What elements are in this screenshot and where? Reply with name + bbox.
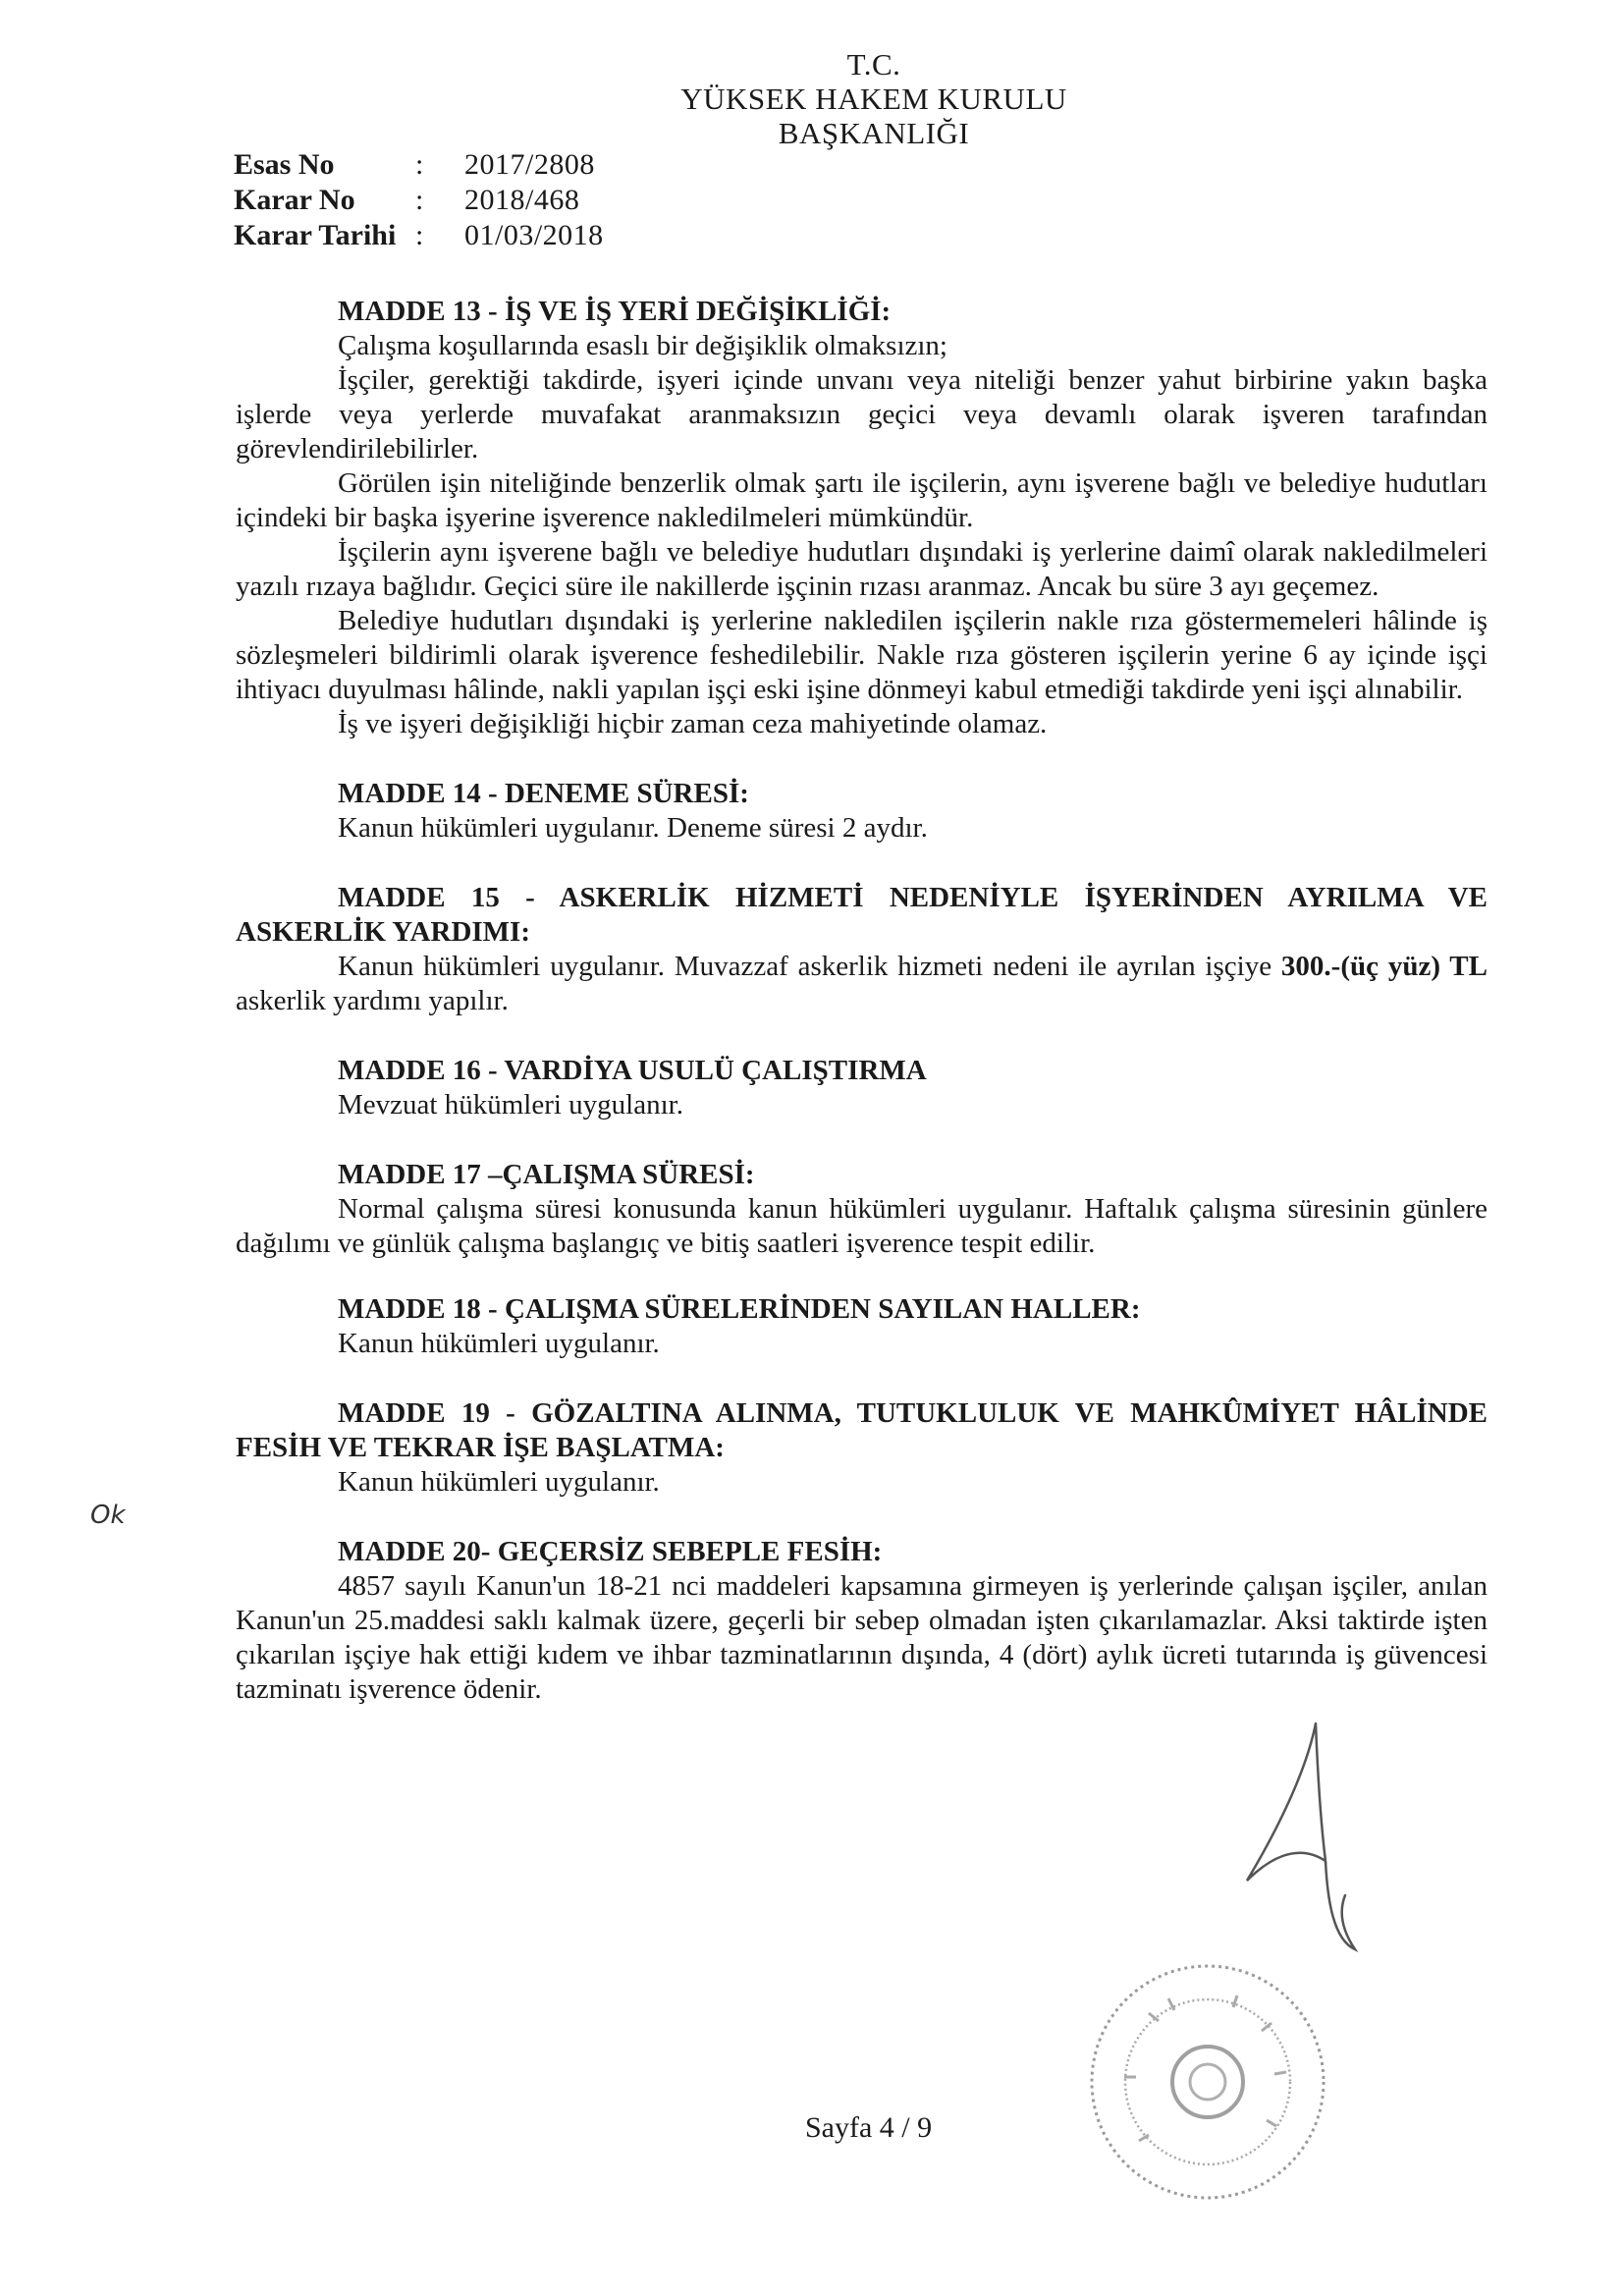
article-18-paragraph: Kanun hükümleri uygulanır.	[338, 1328, 660, 1359]
case-number-row	[234, 147, 604, 183]
case-number-label: Esas No	[234, 148, 335, 181]
article-17-title: MADDE 17 –ÇALIŞMA SÜRESİ:	[338, 1159, 755, 1190]
article-13-paragraph: Çalışma koşullarında esaslı bir değişiklik olmaksızın;	[338, 330, 947, 361]
meta-colon: :	[415, 184, 424, 216]
decision-number-label: Karar No	[234, 184, 355, 216]
signature-mark	[1208, 1714, 1375, 1969]
case-metadata	[234, 147, 604, 253]
article-13-paragraph: Görülen işin niteliğinde benzerlik olmak şartı ile işçilerin, aynı işverene bağlı ve belediye hudutları içindeki bir başka işyerine işverence nakledilmeleri mümkündür.	[236, 467, 1488, 533]
header-institution: YÜKSEK HAKEM KURULU	[680, 82, 1067, 116]
article-15	[236, 881, 1488, 1018]
meta-colon: :	[415, 148, 424, 181]
header-tc: T.C.	[846, 47, 901, 82]
article-15-title: MADDE 15 - ASKERLİK HİZMETİ NEDENİYLE İŞYERİNDEN AYRILMA VE ASKERLİK YARDIMI:	[236, 882, 1488, 948]
article-14-title: MADDE 14 - DENEME SÜRESİ:	[338, 778, 749, 809]
article-18	[236, 1292, 1488, 1361]
article-15-text-end: askerlik yardımı yapılır.	[236, 985, 509, 1016]
article-15-text-start: Kanun hükümleri uygulanır. Muvazzaf askerlik hizmeti nedeni ile ayrılan işçiye	[338, 951, 1281, 982]
article-20	[236, 1535, 1488, 1707]
institution-header	[530, 47, 1217, 150]
header-presidency: BAŞKANLIĞI	[778, 116, 970, 150]
article-17	[236, 1158, 1488, 1261]
article-16-title: MADDE 16 - VARDİYA USULÜ ÇALIŞTIRMA	[338, 1055, 927, 1086]
decision-number-row	[234, 183, 604, 218]
article-16-paragraph: Mevzuat hükümleri uygulanır.	[338, 1089, 683, 1121]
margin-initials: Ok	[90, 1501, 126, 1530]
article-16	[236, 1054, 1488, 1122]
article-19-paragraph: Kanun hükümleri uygulanır.	[338, 1466, 660, 1498]
decision-number-value: 2018/468	[464, 184, 580, 216]
decision-date-label: Karar Tarihi	[234, 219, 397, 251]
article-14-paragraph: Kanun hükümleri uygulanır. Deneme süresi 2 aydır.	[338, 812, 928, 844]
article-13-title: MADDE 13 - İŞ VE İŞ YERİ DEĞİŞİKLİĞİ:	[338, 296, 892, 327]
military-aid-amount: 300.-(üç yüz) TL	[1280, 951, 1488, 982]
official-stamp	[1080, 1954, 1335, 2210]
article-13-paragraph: Belediye hudutları dışındaki iş yerlerine nakledilen işçilerin nakle rıza göstermemeleri hâlinde iş sözleşmeleri bildirimli olarak işverence feshedilebilir. Nakle rıza gösteren işçilerin yerine 6 ay içinde işçi ihtiyacı duyulması hâlinde, nakli yapılan işçi eski işine dönmeyi kabul etmediği takdirde yeni işçi alınabilir.	[236, 605, 1488, 705]
decision-date-value: 01/03/2018	[464, 219, 604, 251]
article-19-title: MADDE 19 - GÖZALTINA ALINMA, TUTUKLULUK VE MAHKÛMİYET HÂLİNDE FESİH VE TEKRAR İŞE BAŞLATMA:	[236, 1397, 1488, 1463]
page-number: Sayfa 4 / 9	[805, 2111, 933, 2144]
document-body	[236, 295, 1488, 1707]
article-20-paragraph: 4857 sayılı Kanun'un 18-21 nci maddeleri kapsamına girmeyen iş yerlerinde çalışan işçiler, anılan Kanun'un 25.maddesi saklı kalmak üzere, geçerli bir sebep olmadan işten çıkarılamazlar. Aksi taktirde işten çıkarılan işçiye hak ettiği kıdem ve ihbar tazminatlarının dışında, 4 (dört) aylık ücreti tutarında iş güvencesi tazminatı işverence ödenir.	[236, 1570, 1488, 1705]
article-19	[236, 1396, 1488, 1500]
article-18-title: MADDE 18 - ÇALIŞMA SÜRELERİNDEN SAYILAN HALLER:	[338, 1293, 1141, 1325]
case-number-value: 2017/2808	[464, 148, 595, 181]
article-13-paragraph: İşçilerin aynı işverene bağlı ve belediye hudutları dışındaki iş yerlerine daimî olarak nakledilmeleri yazılı rızaya bağlıdır. Geçici süre ile nakillerde işçinin rızası aranmaz. Ancak bu süre 3 ayı geçemez.	[236, 536, 1488, 602]
meta-colon: :	[415, 219, 424, 251]
article-13-paragraph: İşçiler, gerektiği takdirde, işyeri içinde unvanı veya niteliği benzer yahut birbirine yakın başka işlerde veya yerlerde muvafakat aranmaksızın geçici veya devamlı olarak işveren tarafından görevlendirilebilirler.	[236, 364, 1488, 465]
article-17-paragraph: Normal çalışma süresi konusunda kanun hükümleri uygulanır. Haftalık çalışma süresinin günlere dağılımı ve günlük çalışma başlangıç ve bitiş saatleri işverence tespit edilir.	[236, 1193, 1488, 1259]
article-15-paragraph	[236, 950, 1488, 1018]
article-13-paragraph: İş ve işyeri değişikliği hiçbir zaman ceza mahiyetinde olamaz.	[338, 708, 1048, 739]
article-14	[236, 777, 1488, 846]
article-20-title: MADDE 20- GEÇERSİZ SEBEPLE FESİH:	[338, 1536, 883, 1567]
article-13	[236, 295, 1488, 741]
decision-date-row	[234, 218, 604, 253]
